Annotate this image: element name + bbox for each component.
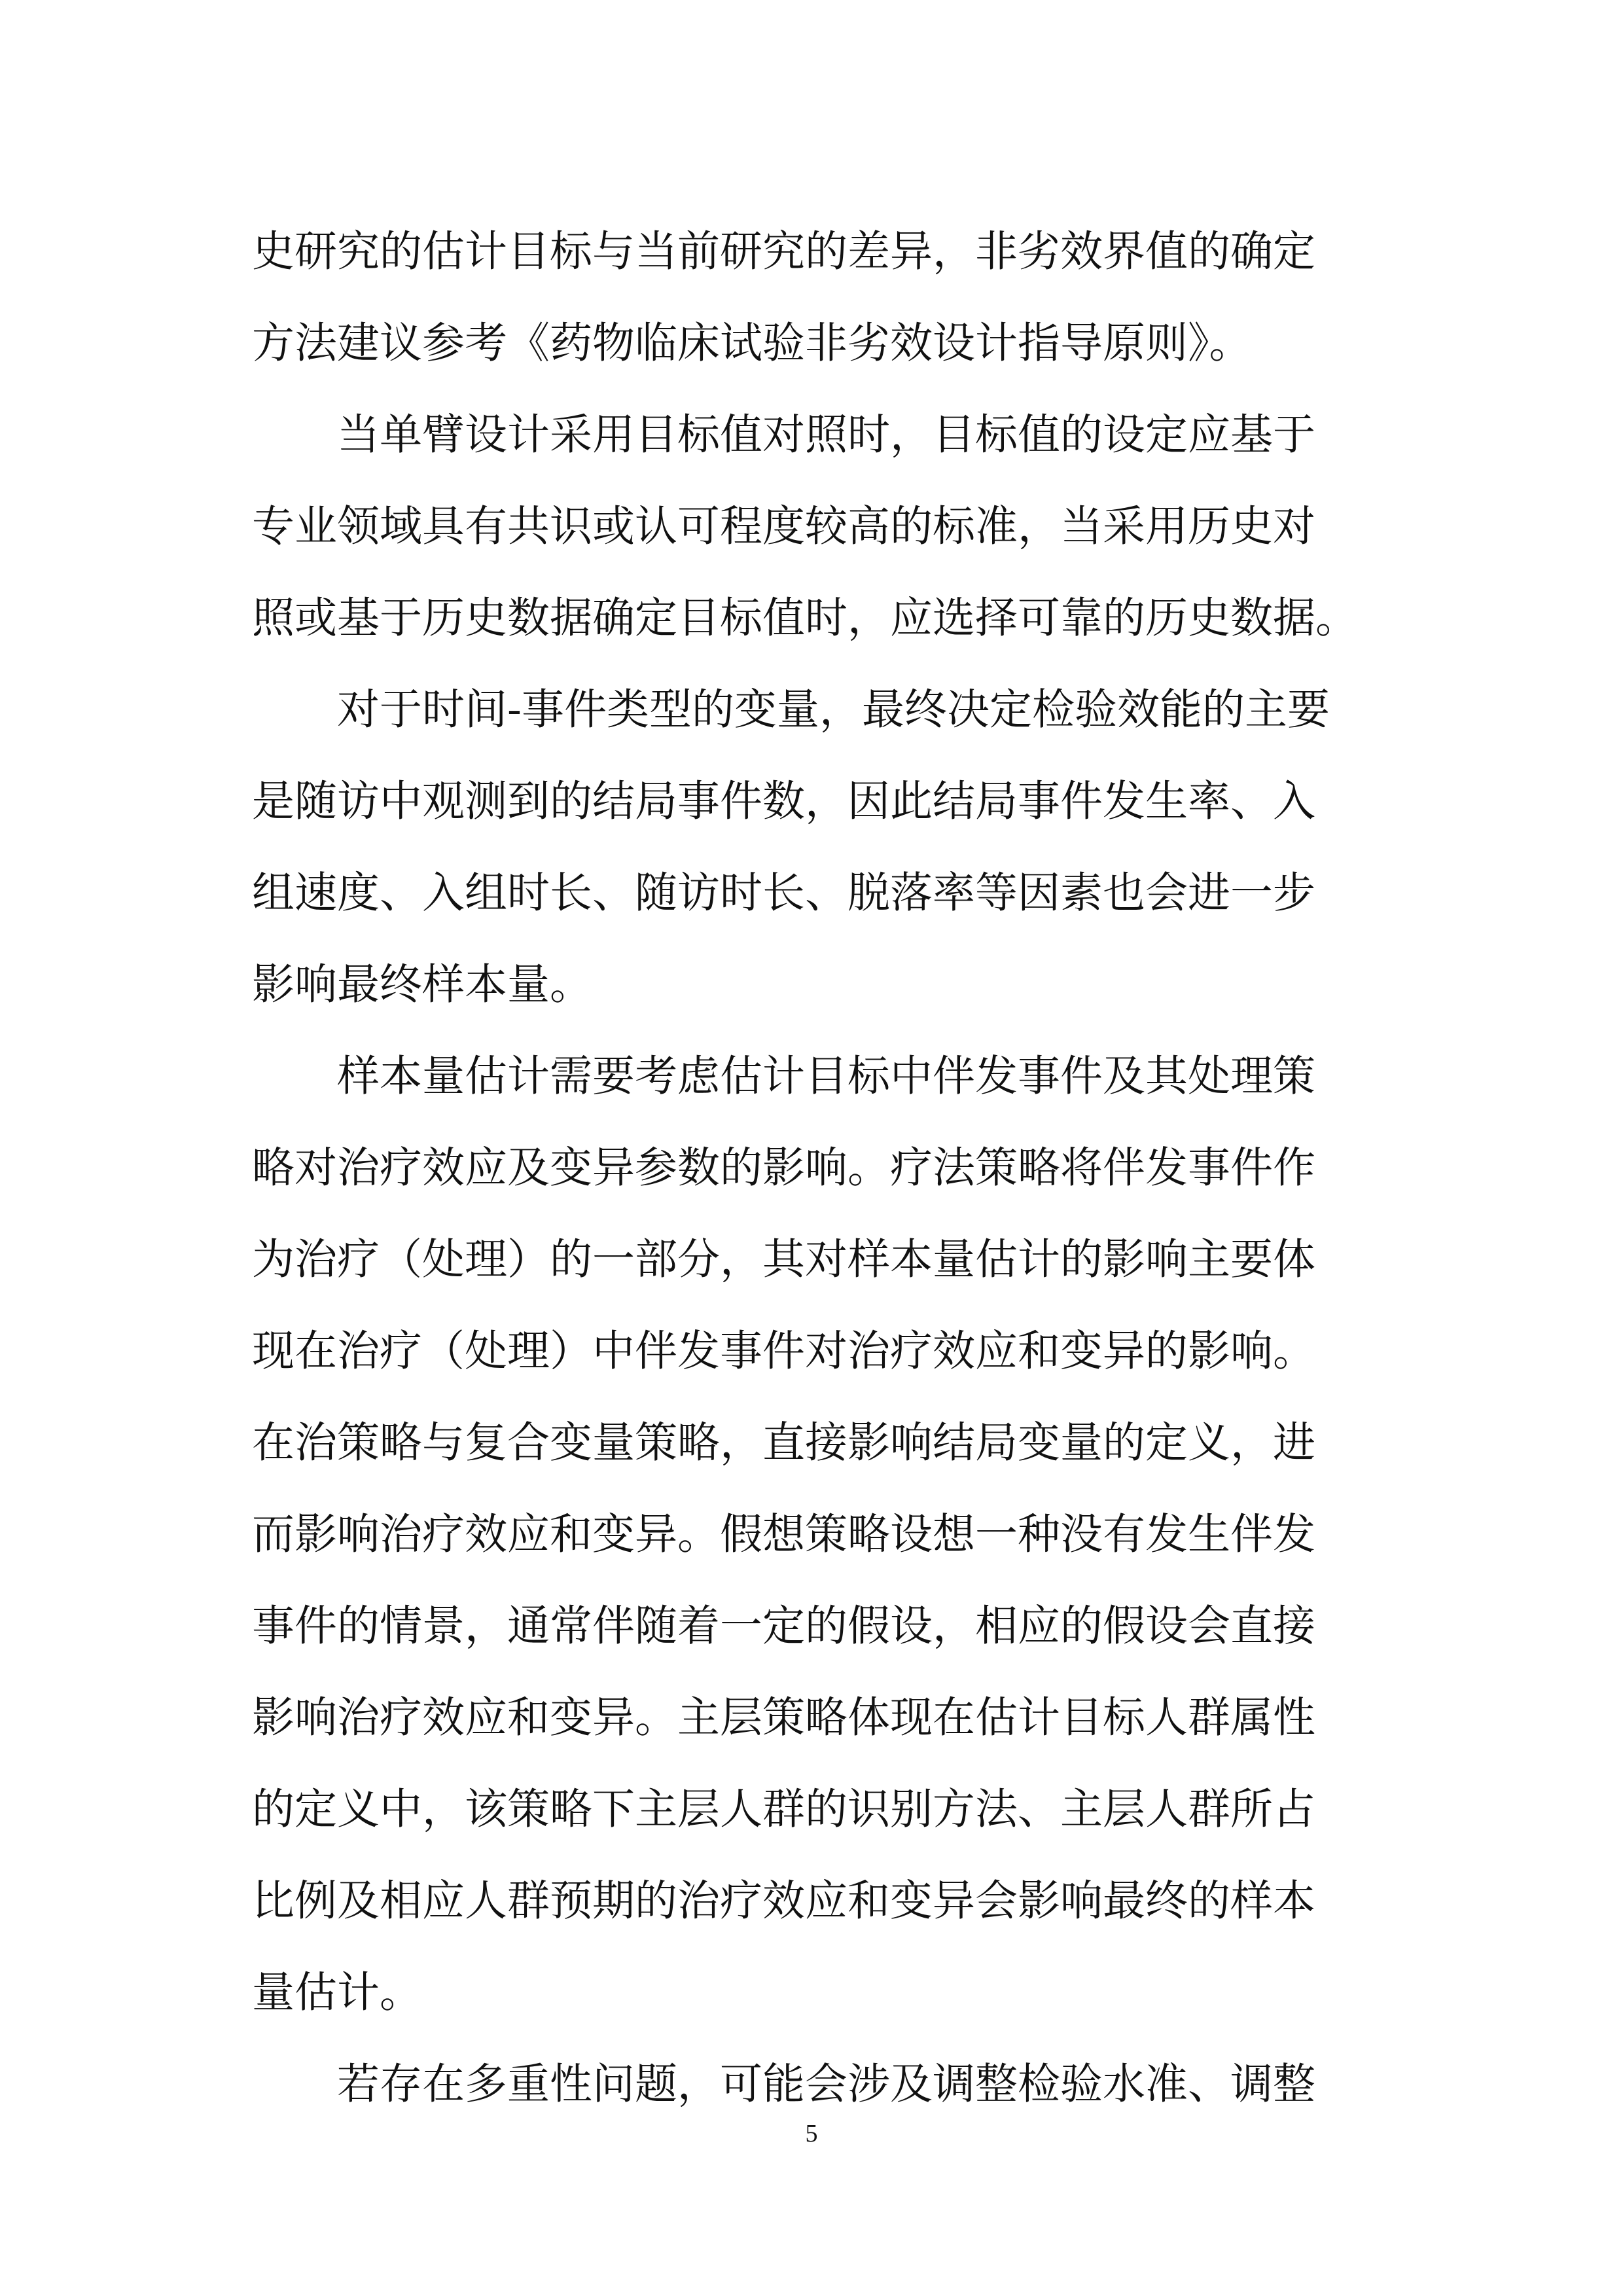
body-text: [252, 206, 1378, 2130]
text-line: 是随访中观测到的结局事件数，因此结局事件发生率、入: [252, 777, 1316, 826]
paragraph-start-line: 对于时间-事件类型的变量，最终决定检验效能的主要: [337, 685, 1330, 734]
text-line: 照或基于历史数据确定目标值时，应选择可靠的历史数据。: [252, 594, 1359, 643]
text-line: 组速度、入组时长、随访时长、脱落率等因素也会进一步: [252, 869, 1316, 918]
text-line: 史研究的估计目标与当前研究的差异，非劣效界值的确定: [252, 227, 1316, 276]
text-line: 影响治疗效应和变异。主层策略体现在估计目标人群属性: [252, 1693, 1316, 1742]
text-line: 为治疗（处理）的一部分，其对样本量估计的影响主要体: [252, 1235, 1316, 1284]
text-line: 专业领域具有共识或认可程度较高的标准，当采用历史对: [252, 502, 1316, 551]
paragraph-start-line: 若存在多重性问题，可能会涉及调整检验水准、调整: [337, 2060, 1316, 2109]
text-line: 略对治疗效应及变异参数的影响。疗法策略将伴发事件作: [252, 1143, 1316, 1193]
paragraph-start-line: 当单臂设计采用目标值对照时，目标值的设定应基于: [337, 410, 1316, 459]
text-line: 现在治疗（处理）中伴发事件对治疗效应和变异的影响。: [252, 1327, 1316, 1376]
page-number: 5: [805, 2120, 818, 2147]
text-line: 方法建议参考《药物临床试验非劣效设计指导原则》。: [252, 319, 1252, 368]
text-line: 在治策略与复合变量策略，直接影响结局变量的定义，进: [252, 1418, 1316, 1467]
text-line: 而影响治疗效应和变异。假想策略设想一种没有发生伴发: [252, 1510, 1316, 1559]
paragraph-start-line: 样本量估计需要考虑估计目标中伴发事件及其处理策: [337, 1052, 1316, 1101]
text-line: 比例及相应人群预期的治疗效应和变异会影响最终的样本: [252, 1876, 1316, 1926]
text-line: 事件的情景，通常伴随着一定的假设，相应的假设会直接: [252, 1602, 1316, 1651]
text-line: 影响最终样本量。: [252, 960, 593, 1009]
text-line: 量估计。: [252, 1968, 423, 2017]
text-line: 的定义中，该策略下主层人群的识别方法、主层人群所占: [252, 1785, 1316, 1834]
